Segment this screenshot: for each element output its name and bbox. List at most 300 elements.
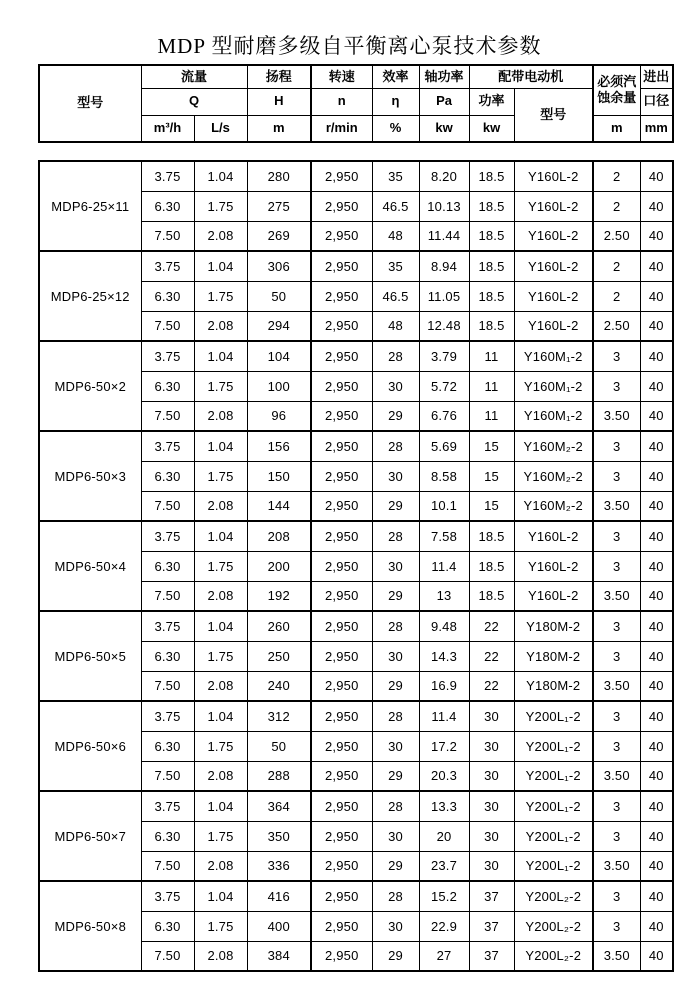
motor-model-cell: Y160M₁-2 bbox=[514, 401, 593, 431]
speed-cell: 2,950 bbox=[311, 491, 372, 521]
bore-cell: 40 bbox=[640, 551, 673, 581]
flow-m3h-cell: 6.30 bbox=[141, 191, 194, 221]
bore-cell: 40 bbox=[640, 611, 673, 641]
bore-cell: 40 bbox=[640, 461, 673, 491]
head-cell: 312 bbox=[247, 701, 311, 731]
efficiency-cell: 28 bbox=[372, 701, 419, 731]
parameters-table bbox=[38, 160, 674, 972]
flow-ls-cell: 1.75 bbox=[194, 551, 247, 581]
npsh-cell: 3 bbox=[593, 881, 640, 911]
head-cell: 288 bbox=[247, 761, 311, 791]
header-motor-power: 功率 bbox=[469, 88, 514, 115]
bore-cell: 40 bbox=[640, 431, 673, 461]
header-head-unit: m bbox=[247, 115, 311, 142]
speed-cell: 2,950 bbox=[311, 311, 372, 341]
npsh-cell: 3 bbox=[593, 911, 640, 941]
flow-ls-cell: 1.75 bbox=[194, 821, 247, 851]
efficiency-cell: 30 bbox=[372, 641, 419, 671]
flow-m3h-cell: 7.50 bbox=[141, 941, 194, 971]
speed-cell: 2,950 bbox=[311, 521, 372, 551]
speed-cell: 2,950 bbox=[311, 221, 372, 251]
motor-power-cell: 37 bbox=[469, 881, 514, 911]
flow-ls-cell: 1.04 bbox=[194, 881, 247, 911]
motor-power-cell: 37 bbox=[469, 941, 514, 971]
motor-power-cell: 18.5 bbox=[469, 251, 514, 281]
table-row bbox=[39, 251, 673, 281]
head-cell: 100 bbox=[247, 371, 311, 401]
npsh-cell: 3 bbox=[593, 371, 640, 401]
pump-model-cell: MDP6-50×7 bbox=[39, 791, 141, 881]
flow-m3h-cell: 7.50 bbox=[141, 851, 194, 881]
head-cell: 260 bbox=[247, 611, 311, 641]
flow-m3h-cell: 7.50 bbox=[141, 311, 194, 341]
bore-cell: 40 bbox=[640, 851, 673, 881]
npsh-cell: 3.50 bbox=[593, 941, 640, 971]
efficiency-cell: 30 bbox=[372, 821, 419, 851]
shaft-power-cell: 11.05 bbox=[419, 281, 469, 311]
header-head-symbol: H bbox=[247, 88, 311, 115]
head-cell: 104 bbox=[247, 341, 311, 371]
flow-m3h-cell: 3.75 bbox=[141, 611, 194, 641]
speed-cell: 2,950 bbox=[311, 341, 372, 371]
shaft-power-cell: 14.3 bbox=[419, 641, 469, 671]
header-table bbox=[38, 64, 674, 143]
shaft-power-cell: 27 bbox=[419, 941, 469, 971]
header-shaft-power-symbol: Pa bbox=[419, 88, 469, 115]
motor-power-cell: 11 bbox=[469, 341, 514, 371]
pump-model-cell: MDP6-50×4 bbox=[39, 521, 141, 611]
motor-model-cell: Y160L-2 bbox=[514, 311, 593, 341]
flow-ls-cell: 2.08 bbox=[194, 941, 247, 971]
flow-m3h-cell: 3.75 bbox=[141, 701, 194, 731]
npsh-cell: 3.50 bbox=[593, 581, 640, 611]
head-cell: 200 bbox=[247, 551, 311, 581]
flow-m3h-cell: 7.50 bbox=[141, 401, 194, 431]
shaft-power-cell: 15.2 bbox=[419, 881, 469, 911]
efficiency-cell: 30 bbox=[372, 371, 419, 401]
shaft-power-cell: 20 bbox=[419, 821, 469, 851]
shaft-power-cell: 11.44 bbox=[419, 221, 469, 251]
motor-power-cell: 30 bbox=[469, 791, 514, 821]
head-cell: 50 bbox=[247, 281, 311, 311]
table-gap bbox=[0, 143, 699, 160]
flow-m3h-cell: 3.75 bbox=[141, 791, 194, 821]
motor-model-cell: Y200L₂-2 bbox=[514, 911, 593, 941]
efficiency-cell: 28 bbox=[372, 881, 419, 911]
motor-model-cell: Y160M₂-2 bbox=[514, 491, 593, 521]
table-row bbox=[39, 521, 673, 551]
efficiency-cell: 30 bbox=[372, 551, 419, 581]
efficiency-cell: 46.5 bbox=[372, 191, 419, 221]
flow-m3h-cell: 3.75 bbox=[141, 341, 194, 371]
motor-power-cell: 30 bbox=[469, 761, 514, 791]
shaft-power-cell: 6.76 bbox=[419, 401, 469, 431]
flow-m3h-cell: 3.75 bbox=[141, 161, 194, 191]
bore-cell: 40 bbox=[640, 341, 673, 371]
table-row bbox=[39, 431, 673, 461]
shaft-power-cell: 13 bbox=[419, 581, 469, 611]
motor-model-cell: Y200L₁-2 bbox=[514, 761, 593, 791]
flow-ls-cell: 1.04 bbox=[194, 701, 247, 731]
flow-m3h-cell: 7.50 bbox=[141, 491, 194, 521]
flow-m3h-cell: 7.50 bbox=[141, 581, 194, 611]
npsh-cell: 3 bbox=[593, 641, 640, 671]
motor-power-cell: 30 bbox=[469, 851, 514, 881]
pump-model-cell: MDP6-25×12 bbox=[39, 251, 141, 341]
bore-cell: 40 bbox=[640, 161, 673, 191]
table-row bbox=[39, 161, 673, 191]
speed-cell: 2,950 bbox=[311, 161, 372, 191]
bore-cell: 40 bbox=[640, 371, 673, 401]
speed-cell: 2,950 bbox=[311, 731, 372, 761]
speed-cell: 2,950 bbox=[311, 431, 372, 461]
head-cell: 306 bbox=[247, 251, 311, 281]
bore-cell: 40 bbox=[640, 311, 673, 341]
efficiency-cell: 28 bbox=[372, 611, 419, 641]
header-npsh-unit: m bbox=[593, 115, 640, 142]
header-efficiency-symbol: η bbox=[372, 88, 419, 115]
flow-ls-cell: 1.04 bbox=[194, 431, 247, 461]
header-flow-unit-m3h: m³/h bbox=[141, 115, 194, 142]
speed-cell: 2,950 bbox=[311, 251, 372, 281]
flow-ls-cell: 1.75 bbox=[194, 461, 247, 491]
speed-cell: 2,950 bbox=[311, 461, 372, 491]
bore-cell: 40 bbox=[640, 581, 673, 611]
head-cell: 400 bbox=[247, 911, 311, 941]
motor-power-cell: 30 bbox=[469, 701, 514, 731]
npsh-cell: 3 bbox=[593, 551, 640, 581]
speed-cell: 2,950 bbox=[311, 371, 372, 401]
bore-cell: 40 bbox=[640, 671, 673, 701]
head-cell: 250 bbox=[247, 641, 311, 671]
shaft-power-cell: 9.48 bbox=[419, 611, 469, 641]
motor-model-cell: Y180M-2 bbox=[514, 611, 593, 641]
header-efficiency: 效率 bbox=[372, 65, 419, 88]
shaft-power-cell: 13.3 bbox=[419, 791, 469, 821]
efficiency-cell: 29 bbox=[372, 851, 419, 881]
flow-ls-cell: 1.04 bbox=[194, 251, 247, 281]
speed-cell: 2,950 bbox=[311, 611, 372, 641]
flow-m3h-cell: 6.30 bbox=[141, 731, 194, 761]
flow-m3h-cell: 3.75 bbox=[141, 431, 194, 461]
flow-m3h-cell: 6.30 bbox=[141, 911, 194, 941]
npsh-cell: 3.50 bbox=[593, 491, 640, 521]
header-shaft-power: 轴功率 bbox=[419, 65, 469, 88]
motor-model-cell: Y160L-2 bbox=[514, 521, 593, 551]
motor-power-cell: 18.5 bbox=[469, 161, 514, 191]
shaft-power-cell: 16.9 bbox=[419, 671, 469, 701]
efficiency-cell: 28 bbox=[372, 431, 419, 461]
efficiency-cell: 30 bbox=[372, 911, 419, 941]
npsh-cell: 3 bbox=[593, 431, 640, 461]
motor-power-cell: 22 bbox=[469, 611, 514, 641]
header-bore-line1: 进出 bbox=[640, 65, 673, 88]
table-row bbox=[39, 701, 673, 731]
header-motor: 配带电动机 bbox=[469, 65, 593, 88]
head-cell: 269 bbox=[247, 221, 311, 251]
motor-model-cell: Y160M₂-2 bbox=[514, 431, 593, 461]
npsh-cell: 3.50 bbox=[593, 761, 640, 791]
flow-ls-cell: 2.08 bbox=[194, 671, 247, 701]
motor-model-cell: Y160M₂-2 bbox=[514, 461, 593, 491]
head-cell: 96 bbox=[247, 401, 311, 431]
flow-ls-cell: 1.04 bbox=[194, 521, 247, 551]
shaft-power-cell: 8.94 bbox=[419, 251, 469, 281]
npsh-cell: 3.50 bbox=[593, 671, 640, 701]
flow-ls-cell: 1.04 bbox=[194, 611, 247, 641]
flow-ls-cell: 1.75 bbox=[194, 641, 247, 671]
motor-model-cell: Y180M-2 bbox=[514, 671, 593, 701]
header-speed: 转速 bbox=[311, 65, 372, 88]
flow-m3h-cell: 7.50 bbox=[141, 221, 194, 251]
flow-m3h-cell: 6.30 bbox=[141, 281, 194, 311]
bore-cell: 40 bbox=[640, 491, 673, 521]
head-cell: 416 bbox=[247, 881, 311, 911]
shaft-power-cell: 12.48 bbox=[419, 311, 469, 341]
head-cell: 150 bbox=[247, 461, 311, 491]
motor-model-cell: Y160L-2 bbox=[514, 281, 593, 311]
pump-model-cell: MDP6-50×2 bbox=[39, 341, 141, 431]
table-row bbox=[39, 791, 673, 821]
motor-model-cell: Y200L₂-2 bbox=[514, 881, 593, 911]
motor-model-cell: Y180M-2 bbox=[514, 641, 593, 671]
header-npsh: 必须汽蚀余量 bbox=[593, 65, 640, 115]
shaft-power-cell: 20.3 bbox=[419, 761, 469, 791]
speed-cell: 2,950 bbox=[311, 911, 372, 941]
motor-power-cell: 18.5 bbox=[469, 311, 514, 341]
header-motor-power-unit: kw bbox=[469, 115, 514, 142]
shaft-power-cell: 5.72 bbox=[419, 371, 469, 401]
header-bore-unit: mm bbox=[640, 115, 673, 142]
efficiency-cell: 29 bbox=[372, 491, 419, 521]
speed-cell: 2,950 bbox=[311, 551, 372, 581]
motor-model-cell: Y160L-2 bbox=[514, 581, 593, 611]
npsh-cell: 3 bbox=[593, 341, 640, 371]
speed-cell: 2,950 bbox=[311, 191, 372, 221]
head-cell: 208 bbox=[247, 521, 311, 551]
bore-cell: 40 bbox=[640, 791, 673, 821]
motor-power-cell: 18.5 bbox=[469, 221, 514, 251]
pump-model-cell: MDP6-50×8 bbox=[39, 881, 141, 971]
head-cell: 144 bbox=[247, 491, 311, 521]
shaft-power-cell: 17.2 bbox=[419, 731, 469, 761]
npsh-cell: 3 bbox=[593, 731, 640, 761]
bore-cell: 40 bbox=[640, 701, 673, 731]
pump-model-cell: MDP6-50×6 bbox=[39, 701, 141, 791]
speed-cell: 2,950 bbox=[311, 821, 372, 851]
bore-cell: 40 bbox=[640, 941, 673, 971]
speed-cell: 2,950 bbox=[311, 641, 372, 671]
motor-model-cell: Y200L₁-2 bbox=[514, 731, 593, 761]
bore-cell: 40 bbox=[640, 731, 673, 761]
bore-cell: 40 bbox=[640, 881, 673, 911]
shaft-power-cell: 7.58 bbox=[419, 521, 469, 551]
motor-model-cell: Y200L₁-2 bbox=[514, 791, 593, 821]
speed-cell: 2,950 bbox=[311, 761, 372, 791]
flow-ls-cell: 1.04 bbox=[194, 161, 247, 191]
flow-ls-cell: 2.08 bbox=[194, 311, 247, 341]
flow-ls-cell: 1.75 bbox=[194, 281, 247, 311]
speed-cell: 2,950 bbox=[311, 671, 372, 701]
motor-model-cell: Y160L-2 bbox=[514, 251, 593, 281]
head-cell: 384 bbox=[247, 941, 311, 971]
flow-ls-cell: 2.08 bbox=[194, 491, 247, 521]
motor-power-cell: 15 bbox=[469, 431, 514, 461]
flow-ls-cell: 2.08 bbox=[194, 851, 247, 881]
header-speed-unit: r/min bbox=[311, 115, 372, 142]
motor-model-cell: Y160L-2 bbox=[514, 191, 593, 221]
flow-m3h-cell: 7.50 bbox=[141, 761, 194, 791]
flow-ls-cell: 1.75 bbox=[194, 191, 247, 221]
efficiency-cell: 30 bbox=[372, 461, 419, 491]
shaft-power-cell: 22.9 bbox=[419, 911, 469, 941]
speed-cell: 2,950 bbox=[311, 851, 372, 881]
speed-cell: 2,950 bbox=[311, 791, 372, 821]
header-speed-symbol: n bbox=[311, 88, 372, 115]
flow-m3h-cell: 3.75 bbox=[141, 251, 194, 281]
head-cell: 336 bbox=[247, 851, 311, 881]
motor-model-cell: Y160L-2 bbox=[514, 161, 593, 191]
efficiency-cell: 48 bbox=[372, 221, 419, 251]
flow-m3h-cell: 6.30 bbox=[141, 461, 194, 491]
head-cell: 364 bbox=[247, 791, 311, 821]
efficiency-cell: 28 bbox=[372, 521, 419, 551]
motor-power-cell: 30 bbox=[469, 821, 514, 851]
head-cell: 275 bbox=[247, 191, 311, 221]
bore-cell: 40 bbox=[640, 401, 673, 431]
bore-cell: 40 bbox=[640, 641, 673, 671]
bore-cell: 40 bbox=[640, 761, 673, 791]
bore-cell: 40 bbox=[640, 911, 673, 941]
flow-m3h-cell: 6.30 bbox=[141, 551, 194, 581]
shaft-power-cell: 8.58 bbox=[419, 461, 469, 491]
shaft-power-cell: 10.13 bbox=[419, 191, 469, 221]
speed-cell: 2,950 bbox=[311, 401, 372, 431]
npsh-cell: 3 bbox=[593, 521, 640, 551]
shaft-power-cell: 5.69 bbox=[419, 431, 469, 461]
npsh-cell: 3 bbox=[593, 461, 640, 491]
shaft-power-cell: 23.7 bbox=[419, 851, 469, 881]
flow-m3h-cell: 6.30 bbox=[141, 641, 194, 671]
pump-table-body bbox=[39, 161, 673, 971]
head-cell: 50 bbox=[247, 731, 311, 761]
npsh-cell: 2.50 bbox=[593, 221, 640, 251]
motor-model-cell: Y160L-2 bbox=[514, 221, 593, 251]
flow-m3h-cell: 3.75 bbox=[141, 521, 194, 551]
npsh-cell: 2 bbox=[593, 251, 640, 281]
flow-ls-cell: 2.08 bbox=[194, 581, 247, 611]
efficiency-cell: 48 bbox=[372, 311, 419, 341]
bore-cell: 40 bbox=[640, 281, 673, 311]
header-head: 扬程 bbox=[247, 65, 311, 88]
motor-power-cell: 22 bbox=[469, 641, 514, 671]
header-shaft-power-unit: kw bbox=[419, 115, 469, 142]
bore-cell: 40 bbox=[640, 251, 673, 281]
flow-m3h-cell: 7.50 bbox=[141, 671, 194, 701]
npsh-cell: 3 bbox=[593, 821, 640, 851]
head-cell: 156 bbox=[247, 431, 311, 461]
document-title: MDP 型耐磨多级自平衡离心泵技术参数 bbox=[157, 34, 542, 58]
head-cell: 192 bbox=[247, 581, 311, 611]
header-efficiency-unit: % bbox=[372, 115, 419, 142]
flow-m3h-cell: 6.30 bbox=[141, 371, 194, 401]
shaft-power-cell: 11.4 bbox=[419, 701, 469, 731]
efficiency-cell: 29 bbox=[372, 401, 419, 431]
motor-power-cell: 18.5 bbox=[469, 281, 514, 311]
header-flow-symbol: Q bbox=[141, 88, 247, 115]
motor-model-cell: Y160L-2 bbox=[514, 551, 593, 581]
motor-power-cell: 37 bbox=[469, 911, 514, 941]
efficiency-cell: 35 bbox=[372, 251, 419, 281]
head-cell: 240 bbox=[247, 671, 311, 701]
npsh-cell: 2 bbox=[593, 191, 640, 221]
head-cell: 350 bbox=[247, 821, 311, 851]
header-motor-model: 型号 bbox=[514, 88, 593, 142]
flow-ls-cell: 1.04 bbox=[194, 791, 247, 821]
npsh-cell: 3 bbox=[593, 701, 640, 731]
motor-model-cell: Y200L₂-2 bbox=[514, 941, 593, 971]
motor-model-cell: Y200L₁-2 bbox=[514, 851, 593, 881]
bore-cell: 40 bbox=[640, 191, 673, 221]
efficiency-cell: 30 bbox=[372, 731, 419, 761]
header-flow: 流量 bbox=[141, 65, 247, 88]
efficiency-cell: 29 bbox=[372, 671, 419, 701]
motor-model-cell: Y160M₁-2 bbox=[514, 371, 593, 401]
head-cell: 280 bbox=[247, 161, 311, 191]
table-row bbox=[39, 341, 673, 371]
pump-model-cell: MDP6-50×5 bbox=[39, 611, 141, 701]
header-flow-unit-ls: L/s bbox=[194, 115, 247, 142]
efficiency-cell: 35 bbox=[372, 161, 419, 191]
header-bore-line2: 口径 bbox=[640, 88, 673, 115]
motor-power-cell: 22 bbox=[469, 671, 514, 701]
flow-ls-cell: 2.08 bbox=[194, 221, 247, 251]
npsh-cell: 2 bbox=[593, 281, 640, 311]
motor-power-cell: 11 bbox=[469, 401, 514, 431]
npsh-cell: 3 bbox=[593, 791, 640, 821]
motor-power-cell: 11 bbox=[469, 371, 514, 401]
efficiency-cell: 28 bbox=[372, 791, 419, 821]
flow-ls-cell: 2.08 bbox=[194, 401, 247, 431]
header-pump-model: 型号 bbox=[39, 65, 141, 142]
flow-ls-cell: 1.75 bbox=[194, 911, 247, 941]
flow-ls-cell: 1.75 bbox=[194, 371, 247, 401]
bore-cell: 40 bbox=[640, 521, 673, 551]
flow-m3h-cell: 3.75 bbox=[141, 881, 194, 911]
speed-cell: 2,950 bbox=[311, 281, 372, 311]
head-cell: 294 bbox=[247, 311, 311, 341]
table-row bbox=[39, 611, 673, 641]
flow-m3h-cell: 6.30 bbox=[141, 821, 194, 851]
motor-power-cell: 18.5 bbox=[469, 581, 514, 611]
shaft-power-cell: 10.1 bbox=[419, 491, 469, 521]
motor-model-cell: Y200L₁-2 bbox=[514, 701, 593, 731]
flow-ls-cell: 2.08 bbox=[194, 761, 247, 791]
flow-ls-cell: 1.04 bbox=[194, 341, 247, 371]
npsh-cell: 3.50 bbox=[593, 851, 640, 881]
npsh-cell: 2.50 bbox=[593, 311, 640, 341]
motor-power-cell: 15 bbox=[469, 491, 514, 521]
speed-cell: 2,950 bbox=[311, 701, 372, 731]
speed-cell: 2,950 bbox=[311, 881, 372, 911]
motor-power-cell: 15 bbox=[469, 461, 514, 491]
motor-model-cell: Y160M₁-2 bbox=[514, 341, 593, 371]
speed-cell: 2,950 bbox=[311, 581, 372, 611]
efficiency-cell: 29 bbox=[372, 761, 419, 791]
npsh-cell: 2 bbox=[593, 161, 640, 191]
efficiency-cell: 46.5 bbox=[372, 281, 419, 311]
motor-power-cell: 18.5 bbox=[469, 551, 514, 581]
